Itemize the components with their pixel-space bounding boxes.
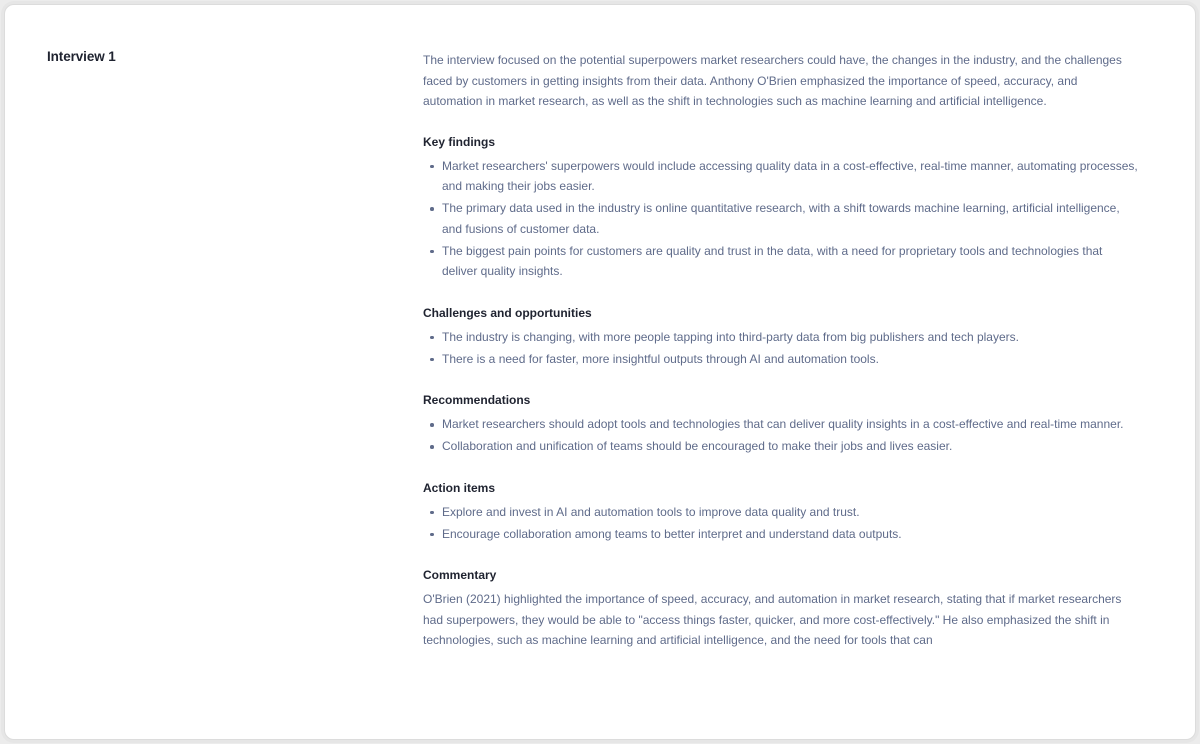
key-findings-section [423, 134, 1139, 282]
action-items-section [423, 480, 1139, 545]
interview-title: Interview 1 [47, 49, 116, 64]
list-item: Market researchers should adopt tools and technologies that can deliver quality insights in a cost-effective and real-time manner. [423, 414, 1139, 435]
commentary-heading: Commentary [423, 568, 497, 582]
recommendations-section [423, 392, 1139, 457]
action-items-heading: Action items [423, 480, 496, 495]
list-item: There is a need for faster, more insightful outputs through AI and automation tools. [423, 349, 1139, 370]
challenges-section [423, 305, 1139, 370]
key-findings-heading: Key findings [423, 134, 496, 149]
list-item: Market researchers' superpowers would include accessing quality data in a cost-effective, real-time manner, automating processes, and making their jobs easier. [423, 156, 1139, 197]
action-items-list [423, 502, 1139, 545]
list-item: Collaboration and unification of teams should be encouraged to make their jobs and lives easier. [423, 436, 1139, 457]
commentary-section [423, 567, 1139, 651]
recommendations-heading: Recommendations [423, 393, 531, 407]
challenges-list [423, 327, 1139, 370]
interview-summary: The interview focused on the potential superpowers market researchers could have, the changes in the industry, and the challenges faced by customers in getting insights from their data. Anthony O'Brien emphasized the importance of speed, accuracy, and automation in market research, as well as the shift in technologies such as machine learning and artificial intelligence. [423, 53, 1122, 108]
list-item: The primary data used in the industry is online quantitative research, with a shift towards machine learning, artificial intelligence, and fusions of customer data. [423, 198, 1139, 239]
interview-sidebar [47, 49, 367, 64]
challenges-heading: Challenges and opportunities [423, 305, 592, 320]
key-findings-list [423, 156, 1139, 282]
recommendations-list [423, 414, 1139, 457]
interview-card [4, 4, 1196, 740]
list-item: Encourage collaboration among teams to better interpret and understand data outputs. [423, 524, 1139, 545]
interview-content [423, 50, 1139, 674]
list-item: The biggest pain points for customers are quality and trust in the data, with a need for proprietary tools and technologies that deliver quality insights. [423, 241, 1139, 282]
list-item: Explore and invest in AI and automation tools to improve data quality and trust. [423, 502, 1139, 523]
commentary-text: O'Brien (2021) highlighted the importance of speed, accuracy, and automation in market research, stating that if market researchers had superpowers, they would be able to "access things faster, quicker, and more cost-effectively." He also emphasized the shift in technologies, such as machine learning and artificial intelligence, and the need for tools that can [423, 592, 1122, 647]
list-item: The industry is changing, with more people tapping into third-party data from big publishers and tech players. [423, 327, 1139, 348]
